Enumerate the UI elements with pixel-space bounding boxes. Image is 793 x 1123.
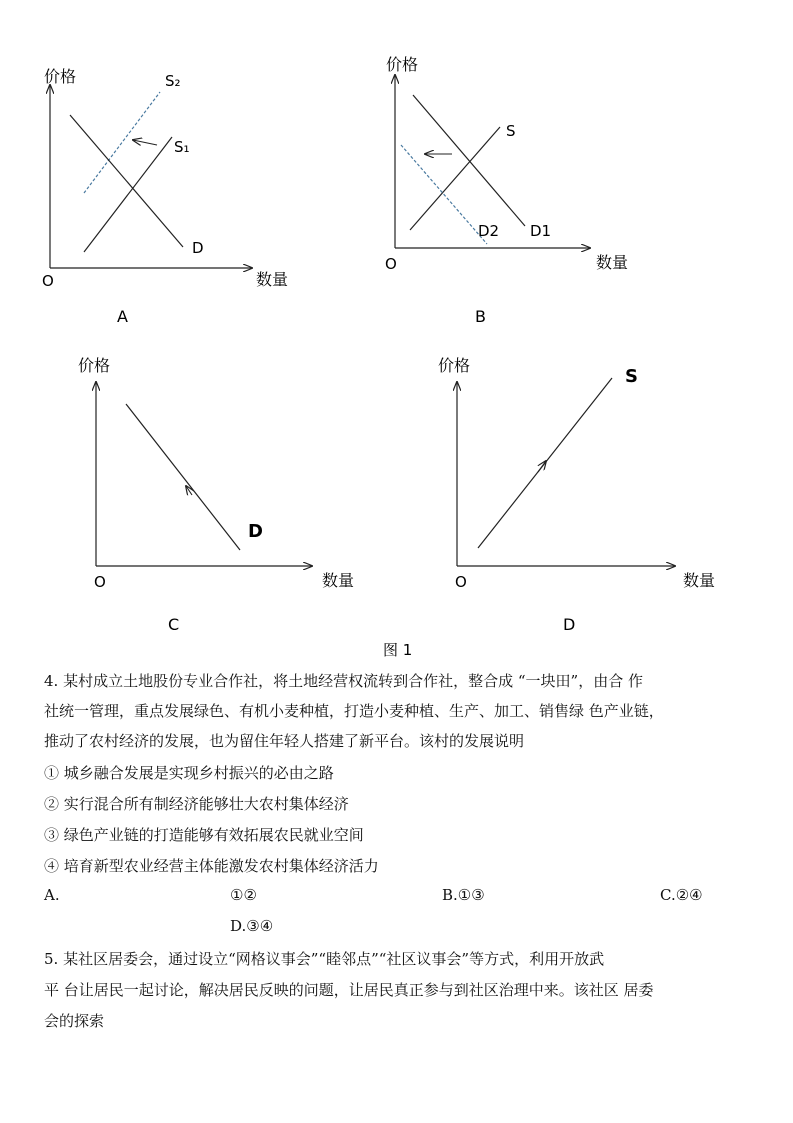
graph-d-label-s: S	[625, 366, 638, 387]
graph-d	[438, 356, 715, 634]
q5-stem-line-1: 5. 某社区居委会，通过设立“网格议事会”“睦邻点”“社区议事会”等方式，利用开放武	[44, 950, 605, 968]
q4-option-a-label[interactable]: A.	[44, 886, 60, 904]
graph-b-y-label: 价格	[386, 55, 419, 74]
graph-a-label-s2: S₂	[165, 72, 181, 90]
graph-b-origin: O	[385, 255, 397, 273]
graph-b-x-label: 数量	[596, 253, 629, 272]
graph-d-move-arrow	[538, 461, 546, 472]
graph-a-x-label: 数量	[256, 270, 289, 289]
graph-d-x-label: 数量	[683, 571, 716, 590]
q4-statement-1: ① 城乡融合发展是实现乡村振兴的必由之路	[44, 764, 334, 782]
graph-b-label-d2: D2	[478, 222, 500, 240]
graph-c-letter: C	[168, 615, 180, 634]
graph-a-origin: O	[42, 272, 54, 290]
graph-a	[42, 67, 288, 326]
q4-option-d[interactable]: D.③④	[230, 917, 274, 935]
q4-statement-3: ③ 绿色产业链的打造能够有效拓展农民就业空间	[44, 826, 364, 844]
graph-c-x-label: 数量	[322, 571, 355, 590]
graph-d-y-label: 价格	[438, 356, 471, 375]
graph-b-demand-d1	[413, 95, 525, 226]
graph-a-y-label: 价格	[44, 67, 77, 86]
graph-b-demand-d2	[401, 145, 487, 244]
graph-a-shift-arrow	[133, 140, 157, 145]
figure-caption: 图 1	[383, 641, 413, 659]
q4-statement-2: ② 实行混合所有制经济能够壮大农村集体经济	[44, 795, 349, 813]
graph-c-origin: O	[94, 573, 106, 591]
graph-a-label-d: D	[192, 239, 204, 257]
graph-c-demand-d	[126, 404, 240, 550]
q4-option-c[interactable]: C.②④	[660, 886, 703, 904]
graph-b-letter: B	[475, 307, 486, 326]
q4-statement-4: ④ 培育新型农业经营主体能激发农村集体经济活力	[44, 857, 379, 875]
graph-a-letter: A	[117, 307, 128, 326]
graph-b-supply-s	[410, 127, 500, 230]
q5-stem-line-2: 平 台让居民一起讨论，解决居民反映的问题，让居民真正参与到社区治理中来。该社区 居委	[44, 981, 654, 999]
graph-a-supply-s1	[84, 137, 172, 252]
graph-a-demand-d	[70, 115, 183, 247]
graph-c-y-label: 价格	[78, 356, 111, 375]
q4-option-b[interactable]: B.①③	[442, 886, 485, 904]
graph-d-origin: O	[455, 573, 467, 591]
graph-a-supply-s2	[84, 92, 160, 193]
graph-b-label-d1: D1	[530, 222, 552, 240]
graph-c	[78, 356, 354, 634]
graph-d-letter: D	[563, 615, 576, 634]
q4-stem-line-3: 推动了农村经济的发展，也为留住年轻人搭建了新平台。该村的发展说明	[44, 732, 525, 750]
graph-b	[385, 55, 628, 326]
graph-c-label-d: D	[248, 521, 263, 542]
graph-b-label-s: S	[506, 122, 516, 140]
q4-option-a-value[interactable]: ①②	[230, 886, 257, 904]
q4-stem-line-1: 4. 某村成立土地股份专业合作社，将土地经营权流转到合作社，整合成 “一块田”，由合 作	[44, 672, 643, 690]
q5-stem-line-3: 会的探索	[44, 1012, 105, 1030]
q4-stem-line-2: 社统一管理，重点发展绿色、有机小麦种植，打造小麦种植、生产、加工、销售绿 色产业链，	[44, 702, 664, 720]
graph-a-label-s1: S₁	[174, 138, 190, 156]
